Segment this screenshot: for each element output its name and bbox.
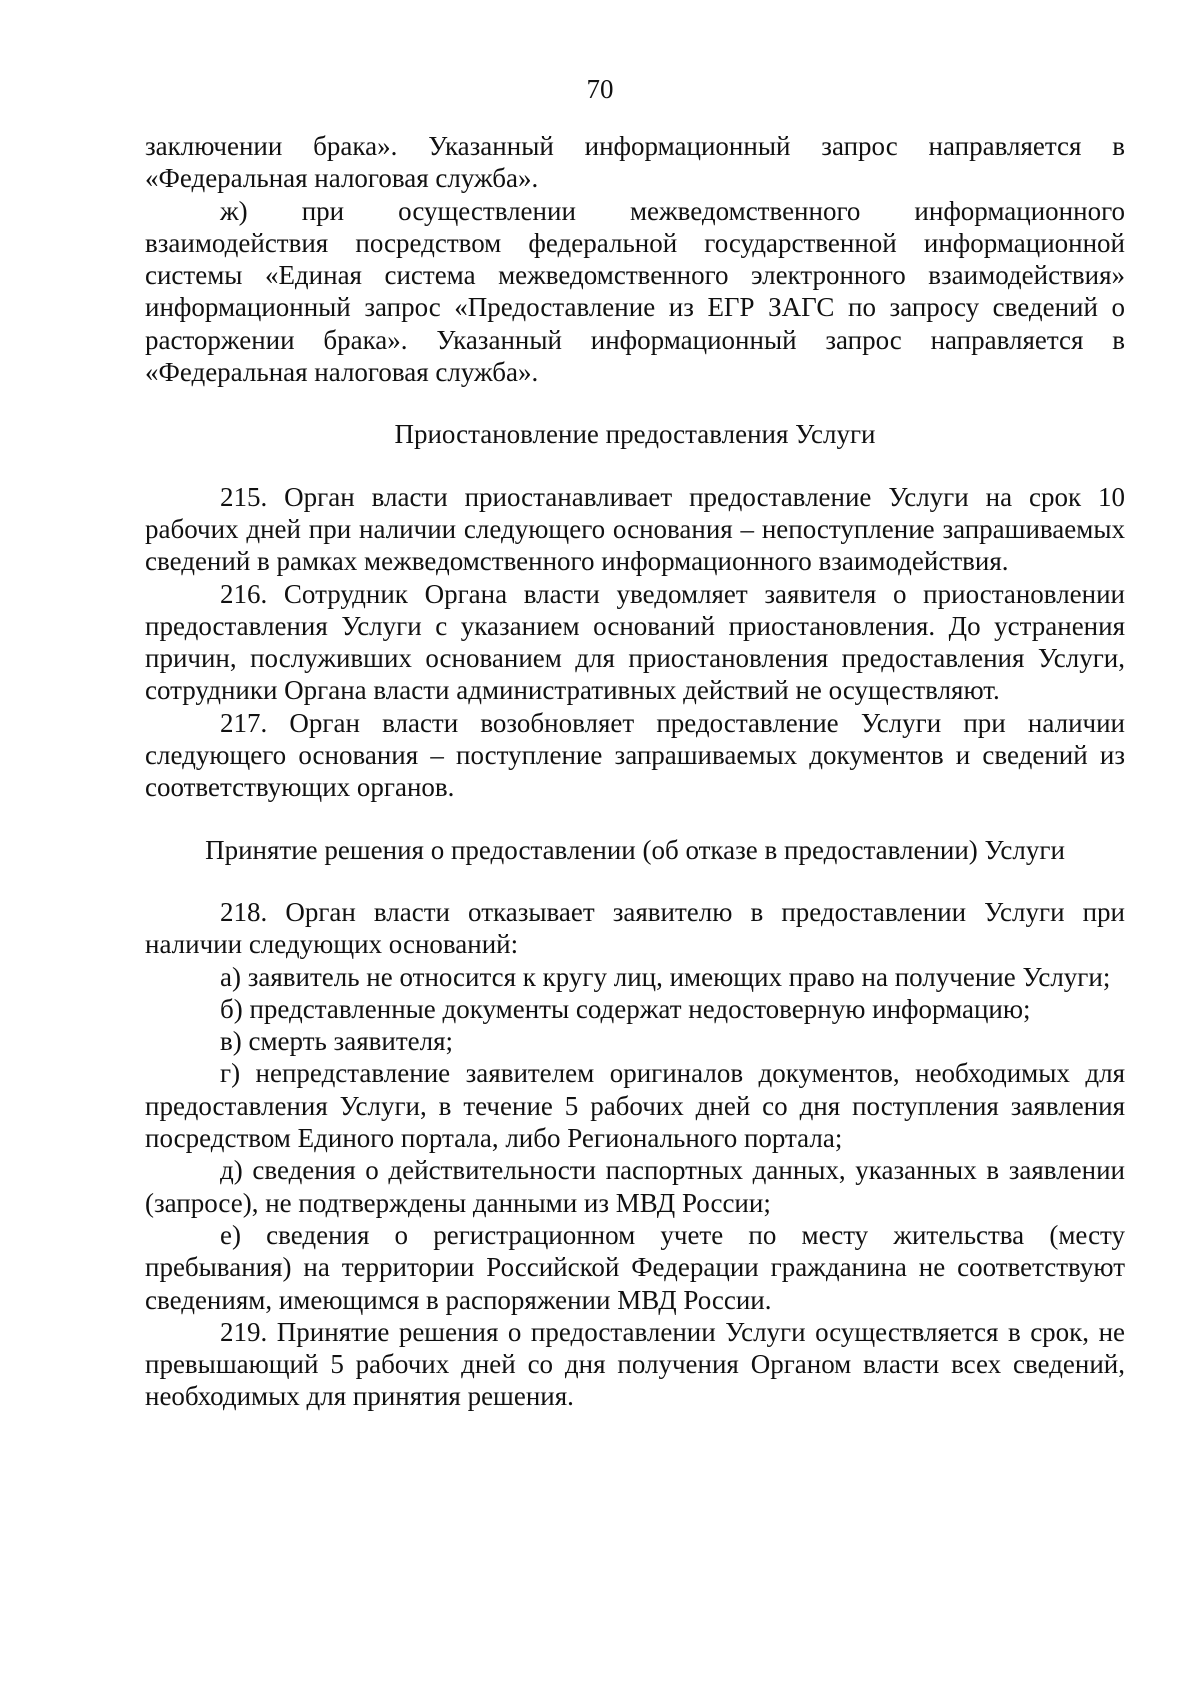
paragraph-217: 217. Орган власти возобновляет предоставление Услуги при наличии следующего основания – поступление запрашиваемых документов и сведений из соответствующих органов. [145,707,1125,803]
section-heading-suspension: Приостановление предоставления Услуги [394,419,876,450]
paragraph-215: 215. Орган власти приостанавливает предоставление Услуги на срок 10 рабочих дней при наличии следующего основания – непоступление запрашиваемых сведений в рамках межведомственного информационного взаимодействия. [145,481,1125,577]
paragraph-218-e: е) сведения о регистрационном учете по месту жительства (месту пребывания) на территории Российской Федерации гражданина не соответствуют сведениям, имеющимся в распоряжении МВД России. [145,1219,1125,1315]
paragraph-216: 216. Сотрудник Органа власти уведомляет заявителя о приостановлении предоставления Услуги с указанием оснований приостановления. До устранения причин, послуживших основанием для приостановления предоставления Услуги, сотрудники Органа власти административных действий не осуществляют. [145,578,1125,706]
paragraph-218: 218. Орган власти отказывает заявителю в предоставлении Услуги при наличии следующих оснований: [145,896,1125,960]
paragraph-brak-zaklyuchenie-end: заключении брака». Указанный информационный запрос направляется в «Федеральная налоговая служба». [145,131,1125,194]
paragraph-218-d: д) сведения о действительности паспортных данных, указанных в заявлении (запросе), не подтверждены данными из МВД России; [145,1155,1125,1218]
paragraph-218-g: г) непредставление заявителем оригиналов документов, необходимых для предоставления Услуги, в течение 5 рабочих дней со дня поступления заявления посредством Единого портала, либо Регионального портала; [145,1058,1125,1154]
paragraph-219: 219. Принятие решения о предоставлении Услуги осуществляется в срок, не превышающий 5 рабочих дней со дня получения Органом власти всех сведений, необходимых для принятия решения. [145,1316,1125,1412]
document-body [145,130,1125,1413]
paragraph-218-a: а) заявитель не относится к кругу лиц, имеющих право на получение Услуги; [220,961,1111,992]
paragraph-218-b: б) представленные документы содержат недостоверную информацию; [220,993,1031,1024]
paragraph-item-zh: ж) при осуществлении межведомственного информационного взаимодействия посредством федеральной государственной информационной системы «Единая система межведомственного электронного взаимодействия» информационный запрос «Предоставление из ЕГР ЗАГС по запросу сведений о расторжении брака». Указанный информационный запрос направляется в «Федеральная налоговая служба». [145,195,1125,388]
page-number: 70 [586,74,614,104]
section-heading-decision: Принятие решения о предоставлении (об отказе в предоставлении) Услуги [205,834,1065,865]
paragraph-218-v: в) смерть заявителя; [220,1026,453,1057]
